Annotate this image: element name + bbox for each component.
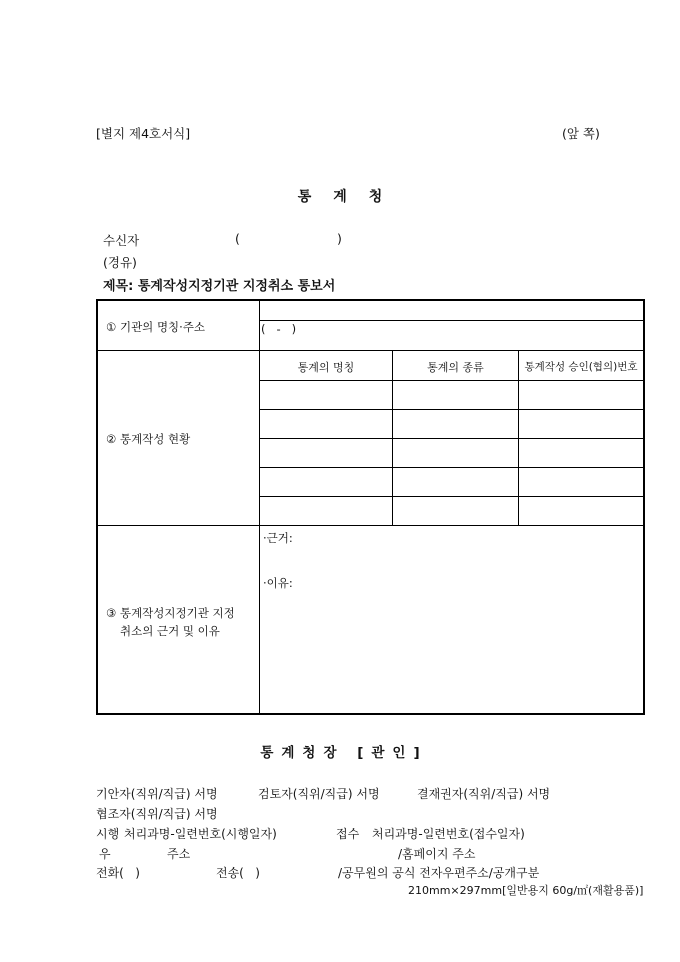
- row2-grid-line: [259, 467, 643, 468]
- page-side-label: (앞 쪽): [562, 126, 600, 141]
- revocation-label-line1: ③ 통계작성지정기관 지정: [106, 606, 235, 620]
- row2-bottom-divider: [98, 525, 643, 526]
- address-label: 주소: [167, 847, 191, 861]
- recipient-paren-open: (: [235, 231, 240, 246]
- revocation-basis-label: ·근거:: [263, 531, 293, 545]
- paper-spec: 210mm×297mm[일반용지 60g/㎡(재활용품)]: [408, 884, 644, 897]
- row2-grid-line: [259, 438, 643, 439]
- enforcement-number: 처리과명-일련번호(시행일자): [124, 827, 277, 841]
- row1-inner-divider: [259, 320, 643, 321]
- agency-title: 통계청: [297, 189, 405, 205]
- phone-label: 전화( ): [96, 866, 140, 880]
- notice-form-table: [96, 299, 645, 715]
- agency-head-seal-title: 통계청장 [관인]: [260, 745, 428, 761]
- document-subject: 제목: 통계작성지정기관 지정취소 통보서: [103, 279, 336, 294]
- recipient-paren-close: ): [337, 231, 342, 246]
- postal-code-label: 우: [99, 847, 111, 861]
- row2-grid-line: [259, 496, 643, 497]
- revocation-reason-label: ·이유:: [263, 576, 293, 590]
- statistics-status-label: ② 통계작성 현황: [106, 432, 191, 446]
- recipient-label: 수신자: [103, 233, 140, 248]
- column-header-statistics-type: 통계의 종류: [427, 361, 484, 374]
- row2-grid-line: [259, 409, 643, 410]
- approver-signature: 결재권자(직위/직급) 서명: [417, 787, 551, 801]
- cooperator-signature: 협조자(직위/직급) 서명: [96, 807, 218, 821]
- column-header-approval-number: 통계작성 승인(협의)번호: [524, 361, 638, 373]
- receipt-number: 처리과명-일련번호(접수일자): [372, 827, 525, 841]
- institution-name-address-label: ① 기관의 명칭·주소: [106, 320, 206, 334]
- reviewer-signature: 검토자(직위/직급) 서명: [258, 787, 380, 801]
- fax-label: 전송( ): [216, 866, 260, 880]
- revocation-label-line2: 취소의 근거 및 이유: [120, 624, 220, 638]
- column-header-statistics-name: 통계의 명칭: [297, 361, 355, 374]
- enforcement-label: 시행: [96, 827, 120, 841]
- postal-code-hint: ( - ): [261, 322, 297, 336]
- receipt-label: 접수: [336, 827, 360, 841]
- via-label: (경유): [103, 255, 137, 270]
- homepage-label: /홈페이지 주소: [398, 847, 476, 861]
- form-number-label: [별지 제4호서식]: [96, 126, 191, 141]
- row1-bottom-divider: [98, 350, 643, 351]
- official-email-label: /공무원의 공식 전자우편주소/공개구분: [338, 866, 540, 880]
- drafter-signature: 기안자(직위/직급) 서명: [96, 787, 218, 801]
- row2-grid-line: [259, 380, 643, 381]
